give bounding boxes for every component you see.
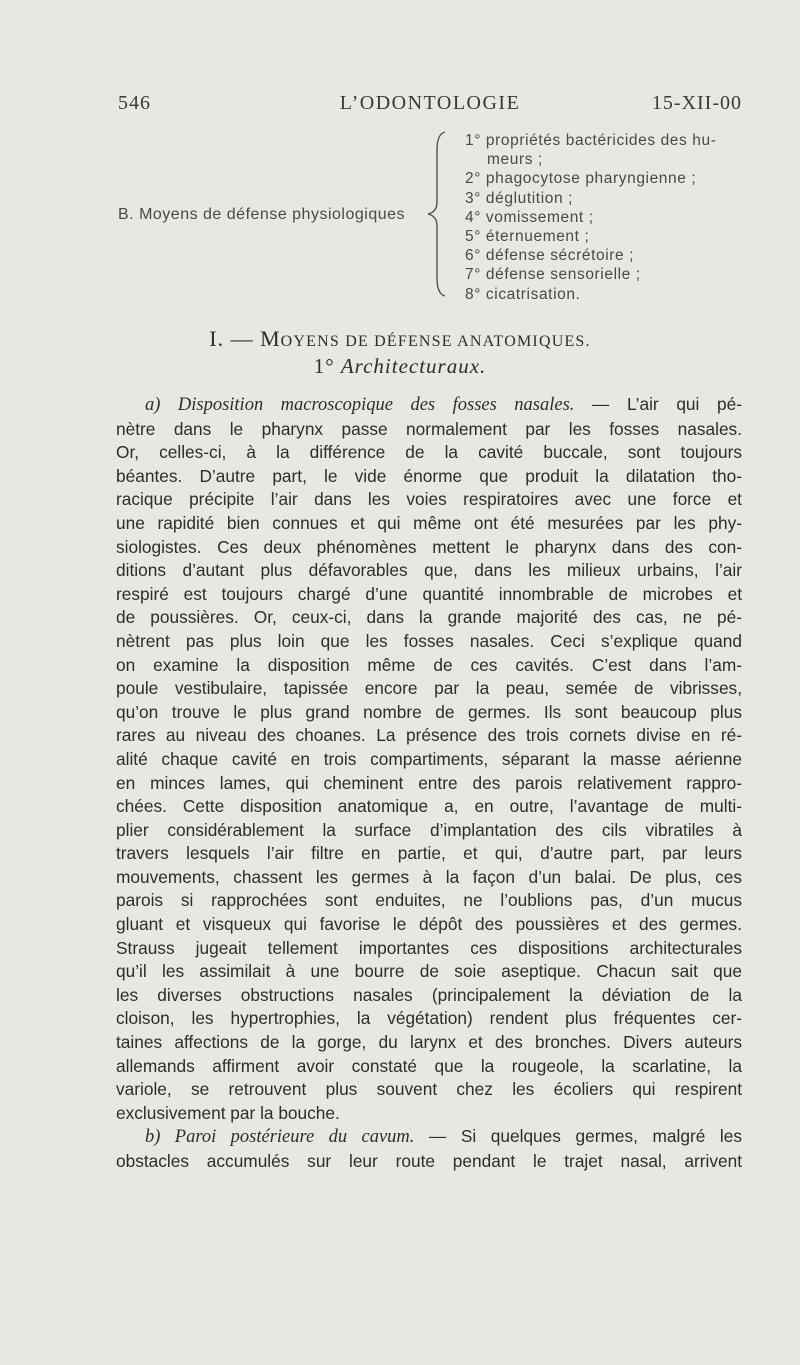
paragraph-line: Or, celles-ci, à la différence de la cavité buccale, sont toujours [116, 442, 742, 463]
paragraph-lead: a) Disposition macroscopique des fosses nasales. [145, 395, 575, 415]
paragraph-line: qu’il les assimilait à une bourre de soie aseptique. Chacun sait que [116, 961, 742, 982]
paragraph-line: siologistes. Ces deux phénomènes mettent le pharynx dans des con- [116, 536, 742, 557]
synopsis-item: 2° phagocytose pharyngienne ; [465, 170, 697, 188]
paragraph-line: Strauss jugeait tellement importantes ces dispositions architecturales [116, 937, 742, 958]
paragraph-line: en minces lames, qui cheminent entre des parois relativement rappro- [116, 772, 742, 793]
subsection-heading [0, 354, 800, 379]
section-title-rest: OYENS DE DÉFENSE ANATOMIQUES. [280, 333, 591, 350]
paragraph-line: respiré est toujours chargé d’une quantité innombrable de microbes et [116, 583, 742, 604]
running-title: L’ODONTOLOGIE [339, 92, 521, 114]
paragraph-line: de poussières. Or, ceux-ci, dans la grande majorité des cas, ne pé- [116, 607, 742, 628]
paragraph-line: parois si rapprochées sont enduites, ne l’oublions pas, d’un mucus [116, 890, 742, 911]
paragraph-line: obstacles accumulés sur leur route pendant le trajet nasal, arrivent [116, 1151, 742, 1171]
paragraph-line: exclusivement par la bouche. [116, 1102, 340, 1123]
synopsis-label: B. Moyens de défense physiologiques [118, 206, 406, 223]
paragraph-line: cloison, les hypertrophies, la végétation) rendent plus fréquentes cer- [116, 1008, 742, 1029]
synopsis-item: 1° propriétés bactéricides des hu- [465, 132, 717, 149]
paragraph-line: mouvements, chassent les germes à la façon d’un balai. De plus, ces [116, 866, 742, 887]
synopsis-item: 6° défense sécrétoire ; [465, 247, 635, 265]
subsection-number: 1° [313, 354, 335, 378]
paragraph-line: une rapidité bien connues et qui même ont été mesurées par les phy- [116, 512, 742, 533]
paragraph-line: racique précipite l’air dans les voies respiratoires avec une force et [116, 489, 742, 510]
section-heading [0, 326, 800, 352]
synopsis-item: meurs ; [487, 151, 543, 169]
synopsis-item: 7° défense sensorielle ; [465, 266, 641, 284]
issue-date: 15-XII-00 [651, 92, 742, 114]
page-number: 546 [118, 92, 151, 114]
paragraph-line: béantes. D’autre part, le vide énorme que produit la dilatation tho- [116, 465, 742, 486]
paragraph-line: nètre dans le pharynx passe normalement par les fosses nasales. [116, 418, 742, 439]
paragraph-line: qu’on trouve le plus grand nombre de germes. Ils sont beaucoup plus [116, 701, 742, 722]
paragraph-line: b) Paroi postérieure du cavum. — Si quelques germes, malgré les [145, 1126, 742, 1148]
synopsis-list [465, 131, 755, 304]
paragraph-lead: b) Paroi postérieure du cavum. [145, 1127, 415, 1148]
paragraph-line: chées. Cette disposition anatomique a, en outre, l’avantage de multi- [116, 796, 742, 817]
paragraph-line: gluant et visqueux qui favorise le dépôt des poussières et des germes. [116, 914, 742, 935]
synopsis-item: 8° cicatrisation. [465, 285, 581, 303]
paragraph-line: ditions d’autant plus défavorables que, dans les milieux urbains, l’air [116, 560, 742, 581]
paragraph-line: on examine la disposition même de ces cavités. C’est dans l’am- [116, 654, 742, 675]
synopsis-item: 3° déglutition ; [465, 189, 574, 207]
paragraph-line: plier considérablement la surface d’implantation des cils vibratiles à [116, 819, 742, 840]
paragraph-line: taines affections de la gorge, du larynx et des bronches. Divers auteurs [116, 1032, 742, 1053]
curly-brace-icon [425, 130, 449, 298]
synopsis-item: 5° éternuement ; [465, 228, 590, 246]
paragraph-line: rares au niveau des choanes. La présence des trois cornets divise en ré- [116, 725, 742, 746]
paragraph-line: poule vestibulaire, tapissée encore par la peau, semée de vibrisses, [116, 678, 742, 699]
paragraph-line: a) Disposition macroscopique des fosses nasales. — L’air qui pé- [145, 394, 743, 415]
paragraph-line: variole, se retrouvent plus souvent chez les écoliers qui respirent [116, 1079, 742, 1100]
body-text [116, 393, 742, 1174]
paragraph-line: les diverses obstructions nasales (principalement la déviation de la [116, 984, 742, 1005]
section-number: I. — [209, 326, 254, 351]
paragraph-line: nètrent pas plus loin que les fosses nasales. Ceci s’explique quand [116, 630, 742, 651]
paragraph-line: travers lesquels l’air filtre en partie, et qui, d’autre part, par leurs [116, 843, 742, 864]
synopsis-item: 4° vomissement ; [465, 208, 594, 226]
section-first-letter: M [260, 326, 281, 351]
paragraph-line: allemands affirment avoir constaté que la rougeole, la scarlatine, la [116, 1055, 742, 1076]
subsection-title: Architecturaux. [340, 354, 487, 378]
paragraph-line: alité chaque cavité en trois compartiments, séparant la masse aérienne [116, 748, 742, 769]
